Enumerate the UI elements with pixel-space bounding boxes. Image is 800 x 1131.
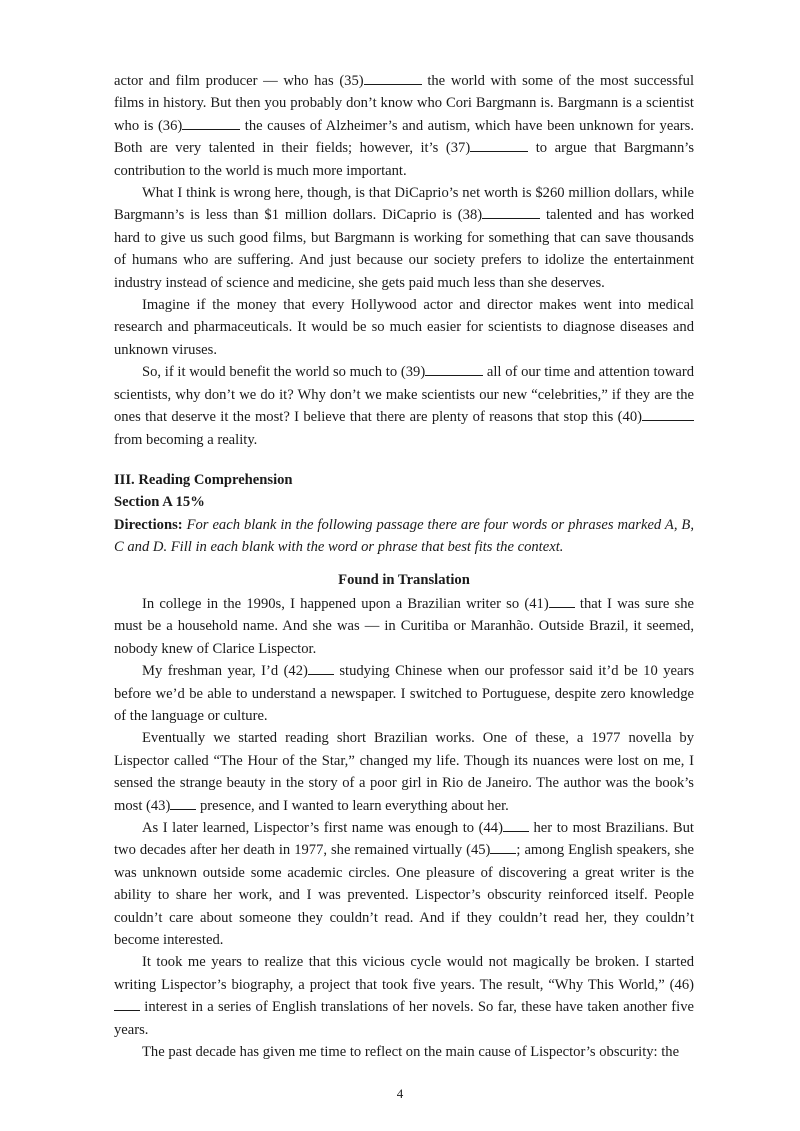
passage1-paragraph-4: So, if it would benefit the world so much to (39) all of our time and attention toward scientists, why don’t we do it? Why don’t we make scientists our new “celebrities,” if they are the ones that deserve it the most? I believe that there are plenty of reasons that stop this (40) from becoming a reality. — [114, 361, 694, 451]
passage1-paragraph-1: actor and film producer — who has (35) the world with some of the most successful films in history. But then you probably don’t know who Cori Bargmann is. Bargmann is a scientist who is (36) the causes of Alzheimer’s and autism, which have been unknown for years. Both are very talented in their fields; however, it’s (37) to argue that Bargmann’s contribution to the world is much more important. — [114, 70, 694, 182]
blank-45[interactable] — [490, 839, 516, 854]
passage1-paragraph-2: What I think is wrong here, though, is that DiCaprio’s net worth is $260 million dollars, while Bargmann’s is less than $1 million dollars. DiCaprio is (38) talented and has worked hard to give us such good films, but Bargmann is working for something that can save thousands of humans who are suffering. And just because our society prefers to idolize the entertainment industry instead of science and medicine, she gets paid much less than she deserves. — [114, 185, 694, 291]
blank-39[interactable] — [425, 361, 483, 376]
passage2-paragraph-4: As I later learned, Lispector’s first name was enough to (44) her to most Brazilians. But two decades after her death in 1977, she remained virtually (45) ; among English speakers, she was unknown outside some academic circles. One pleasure of discovering a great writer is the ability to share her work, and I was prevented. Lispector’s obscurity reinforced itself. People couldn’t care about someone they couldn’t read. And if they couldn’t read her, they couldn’t become interested. — [114, 817, 694, 951]
blank-40[interactable] — [642, 406, 694, 421]
passage2-paragraph-3: Eventually we started reading short Brazilian works. One of these, a 1977 novella by Lispector called “The Hour of the Star,” changed my life. Though its nuances were lost on me, I sensed the strange beauty in the story of a poor girl in Rio de Janeiro. The author was the book’s most (43) presence, and I wanted to learn everything about her. — [114, 730, 694, 814]
blank-38[interactable] — [482, 204, 540, 219]
section-heading: III. Reading Comprehension — [114, 471, 293, 488]
passage1-paragraph-3: Imagine if the money that every Hollywood actor and director makes went into medical research and pharmaceuticals. It would be so much easier for scientists to diagnose diseases and unknown viruses. — [114, 297, 694, 358]
directions-label: Directions: — [114, 516, 183, 533]
passage2-paragraph-2: My freshman year, I’d (42) studying Chinese when our professor said it’d be 10 years before we’d be able to understand a newspaper. I switched to Portuguese, despite zero knowledge of the language or culture. — [114, 660, 694, 727]
blank-36[interactable] — [182, 115, 240, 130]
page-number: 4 — [396, 1086, 404, 1101]
blank-37[interactable] — [470, 137, 528, 152]
section-subheading: Section A 15% — [114, 494, 205, 511]
directions-text: For each blank in the following passage there are four words or phrases marked A, B, C and D. Fill in each blank with the word or phrase that best fits the context. — [114, 516, 694, 556]
passage2-paragraph-6: The past decade has given me time to reflect on the main cause of Lispector’s obscurity: the — [142, 1044, 680, 1061]
blank-44[interactable] — [503, 817, 529, 832]
directions — [114, 514, 694, 559]
blank-42[interactable] — [308, 660, 334, 675]
blank-41[interactable] — [549, 593, 575, 608]
passage2-paragraph-1: In college in the 1990s, I happened upon a Brazilian writer so (41) that I was sure she must be a household name. And she was — in Curitiba or Maranhão. Outside Brazil, it seemed, nobody knew of Clarice Lispector. — [114, 593, 694, 660]
blank-43[interactable] — [170, 795, 196, 810]
page-content — [114, 70, 694, 1063]
blank-35[interactable] — [364, 70, 422, 85]
blank-46[interactable] — [114, 996, 140, 1011]
passage-title: Found in Translation — [338, 571, 470, 588]
passage2-paragraph-5: It took me years to realize that this vicious cycle would not magically be broken. I started writing Lispector’s biography, a project that took five years. The result, “Why This World,” (46) interest in a series of English translations of her novels. So far, these have taken another five years. — [114, 954, 694, 1038]
